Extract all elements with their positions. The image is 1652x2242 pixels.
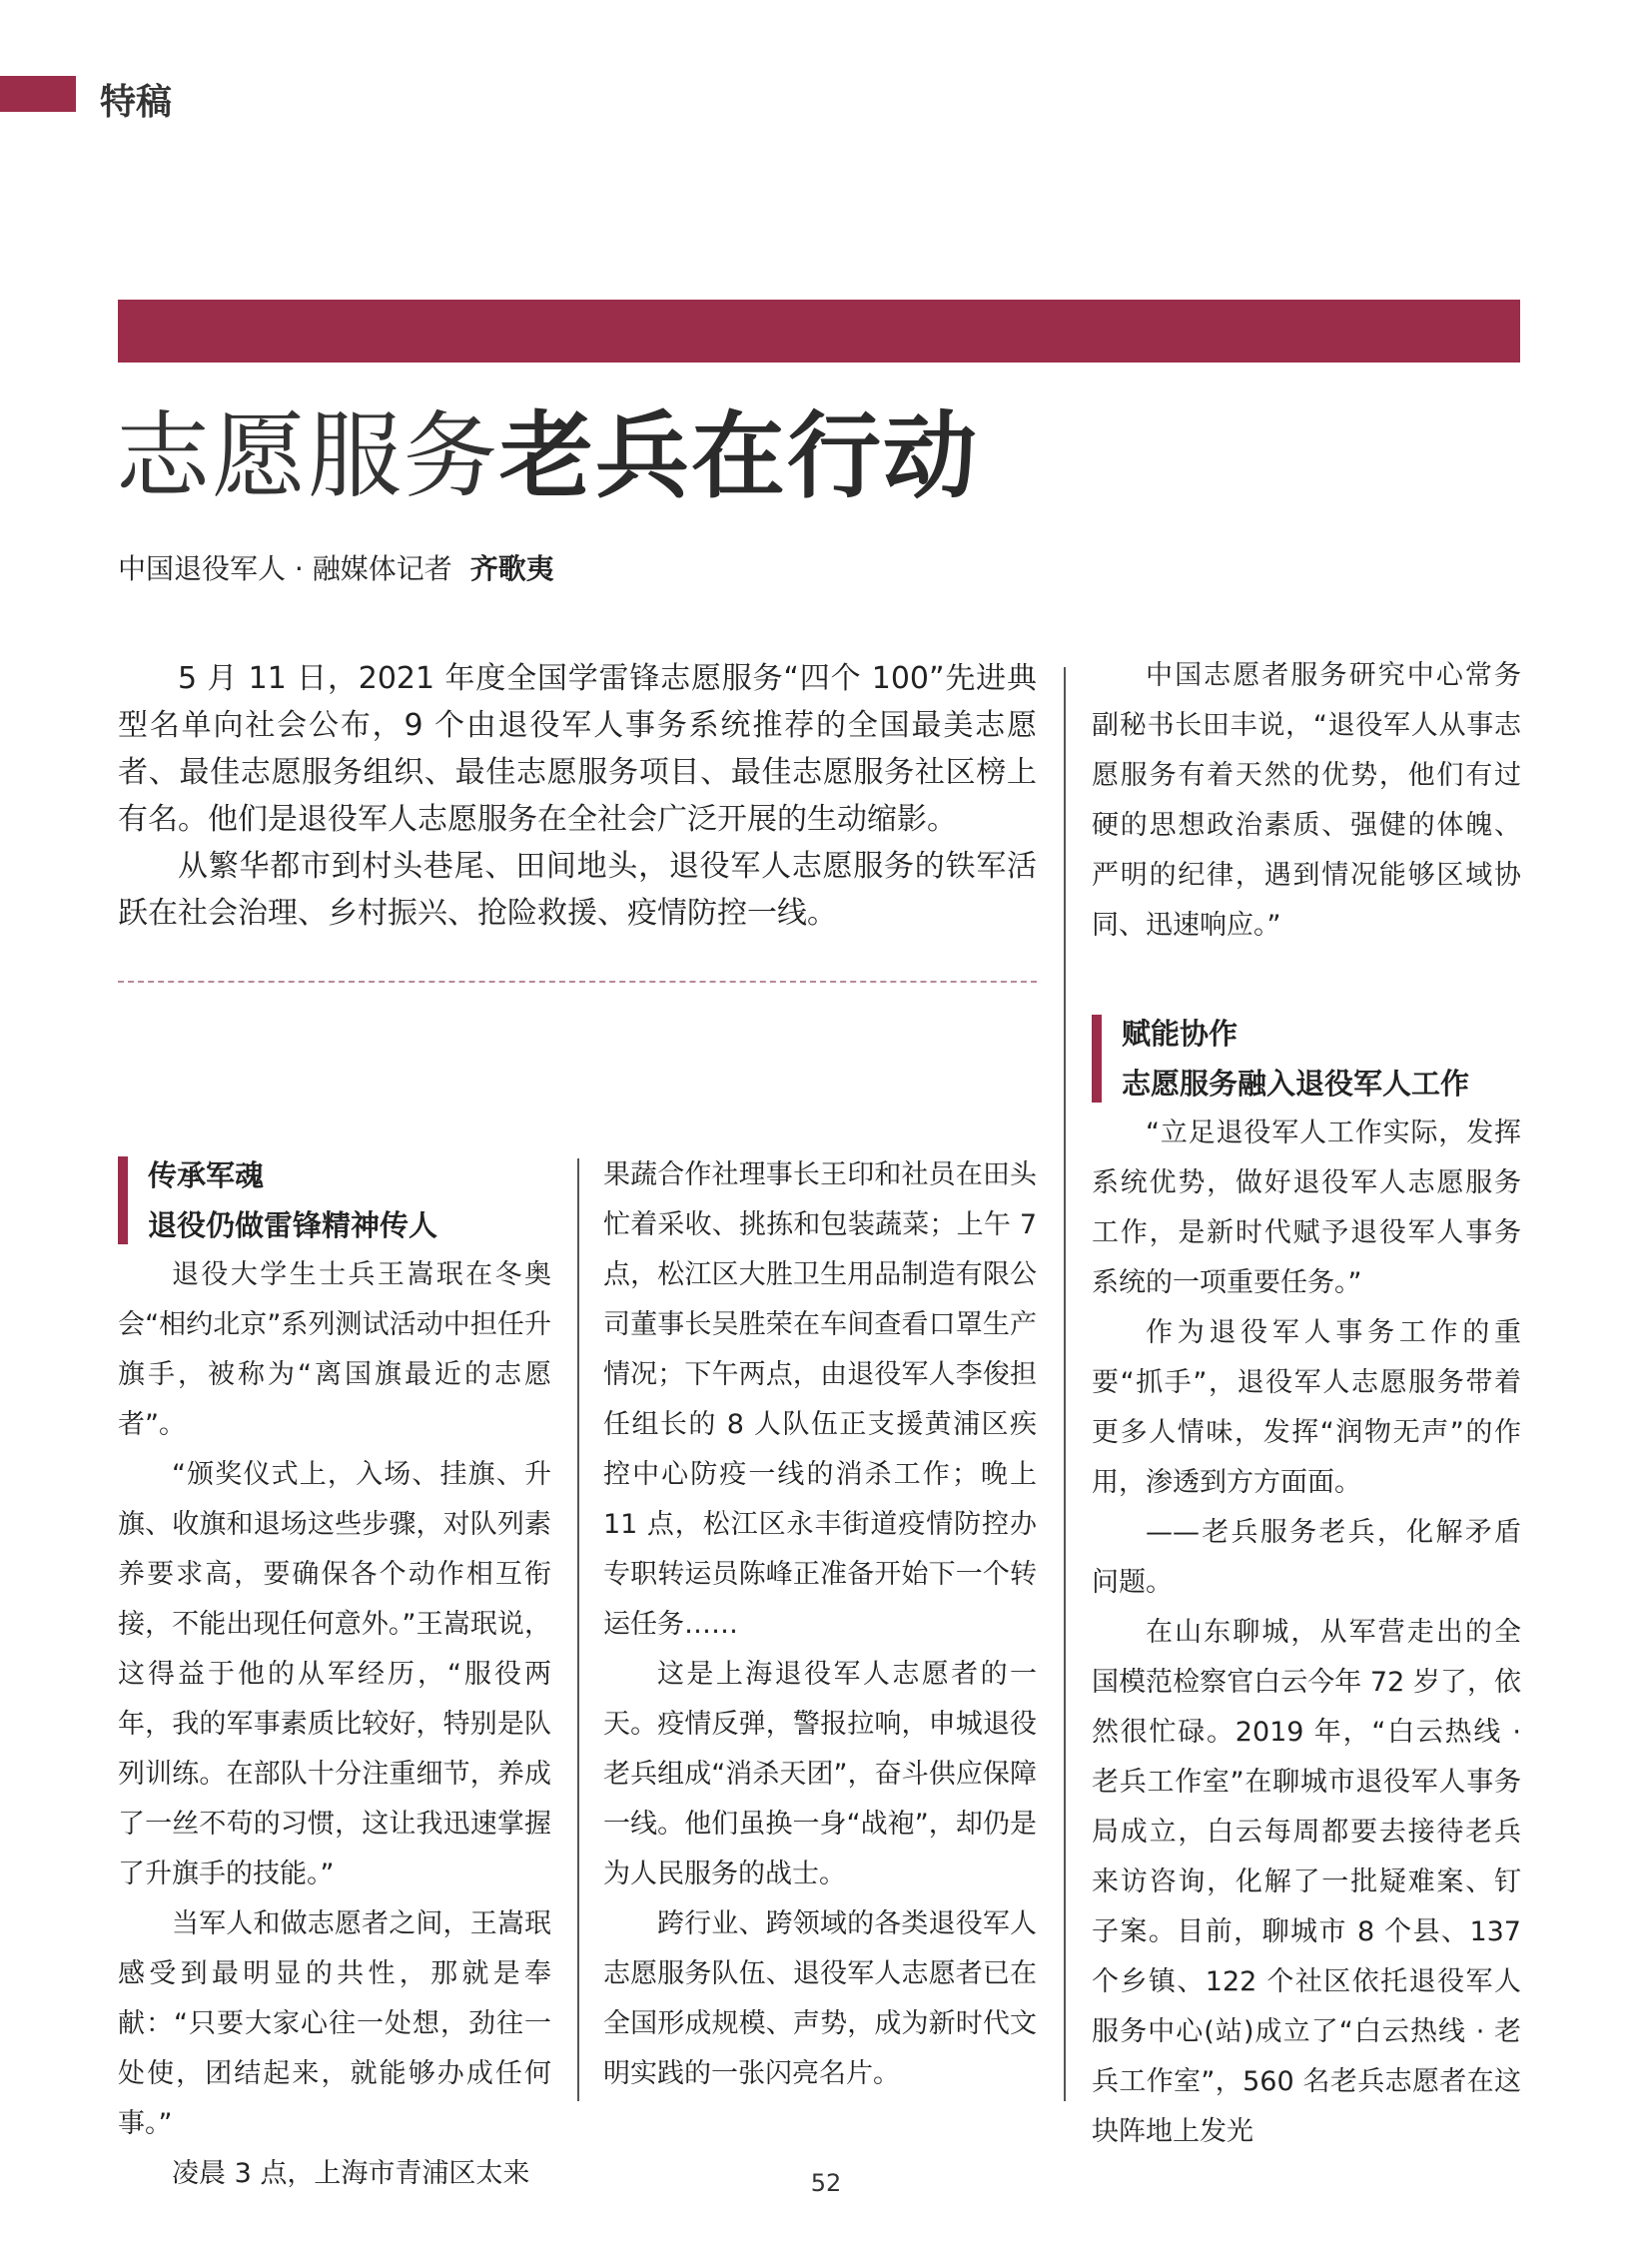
lead-paragraph: 从繁华都市到村头巷尾、田间地头，退役军人志愿服务的铁军活跃在社会治理、乡村振兴、抢险救援、疫情防控一线。 <box>118 849 1037 931</box>
title-light: 志愿服务 <box>116 402 500 511</box>
article-title <box>116 397 979 517</box>
lead-paragraph: 5 月 11 日，2021 年度全国学雷锋志愿服务“四个 100”先进典型名单向社会公布，9 个由退役军人事务系统推荐的全国最美志愿者、最佳志愿服务组织、最佳志愿服务项目、最佳志愿服务社区榜上有名。他们是退役军人志愿服务在全社会广泛开展的生动缩影。 <box>118 661 1037 837</box>
body-paragraph: 这是上海退役军人志愿者的一天。疫情反弹，警报拉响，申城退役老兵组成“消杀天团”，奋斗供应保障一线。他们虽换一身“战袍”，却仍是为人民服务的战士。 <box>603 1659 1037 1889</box>
section-heading <box>1092 1009 1521 1109</box>
section-heading-line1: 赋能协作 <box>1122 1017 1239 1051</box>
body-paragraph: 在山东聊城，从军营走出的全国模范检察官白云今年 72 岁了，依然很忙碌。2019 年，“白云热线 · 老兵工作室”在聊城市退役军人事务局成立，白云每周都要去接待老兵来访咨询，化解了一批疑难案、钉子案。目前，聊城市 8 个县、137 个乡镇、122 个社区依托退役军人服务中心(站)成立了“白云热线 · 老兵工作室”，560 名老兵志愿者在这块阵地上发光 <box>1092 1617 1521 2147</box>
column-rule-middle <box>577 1158 579 2101</box>
body-paragraph: 跨行业、跨领域的各类退役军人志愿服务队伍、退役军人志愿者已在全国形成规模、声势，成为新时代文明实践的一张闪亮名片。 <box>603 1908 1037 2089</box>
body-paragraph: 退役大学生士兵王嵩珉在冬奥会“相约北京”系列测试活动中担任升旗手，被称为“离国旗最近的志愿者”。 <box>118 1259 551 1440</box>
body-paragraph: ——老兵服务老兵，化解矛盾问题。 <box>1092 1517 1521 1598</box>
title-band <box>118 300 1520 363</box>
byline <box>118 547 554 587</box>
article-column-middle <box>603 1150 1037 2099</box>
section-heading-line2: 志愿服务融入退役军人工作 <box>1122 1067 1470 1101</box>
section-heading <box>118 1150 551 1250</box>
column-rule-right <box>1064 667 1066 2101</box>
body-paragraph: 果蔬合作社理事长王印和社员在田头忙着采收、挑拣和包装蔬菜；上午 7 点，松江区大胜卫生用品制造有限公司董事长吴胜荣在车间查看口罩生产情况；下午两点，由退役军人李俊担任组长的 8 人队伍正支援黄浦区疾控中心防疫一线的消杀工作；晚上 11 点，松江区永丰街道疫情防控办专职转运员陈峰正准备开始下一个转运任务…… <box>603 1159 1037 1640</box>
title-bold: 老兵在行动 <box>499 402 980 511</box>
section-heading-line2: 退役仍做雷锋精神传人 <box>148 1208 438 1242</box>
byline-org: 中国退役军人 · 融媒体记者 <box>118 552 452 585</box>
body-paragraph: 凌晨 3 点，上海市青浦区太来 <box>172 2158 530 2189</box>
dashed-divider <box>118 981 1037 983</box>
section-heading-line1: 传承军魂 <box>148 1158 265 1192</box>
body-paragraph: “立足退役军人工作实际，发挥系统优势，做好退役军人志愿服务工作，是新时代赋予退役军人事务系统的一项重要任务。” <box>1092 1118 1521 1298</box>
section-marker-bar <box>0 76 76 112</box>
quote-paragraph: 中国志愿者服务研究中心常务副秘书长田丰说，“退役军人从事志愿服务有着天然的优势，他们有过硬的思想政治素质、强健的体魄、严明的纪律，遇到情况能够区域协同、迅速响应。” <box>1092 660 1521 941</box>
body-paragraph: “颁奖仪式上，入场、挂旗、升旗、收旗和退场这些步骤，对队列素养要求高，要确保各个动作相互衔接，不能出现任何意外。”王嵩珉说，这得益于他的从军经历，“服役两年，我的军事素质比较好，特别是队列训练。在部队十分注重细节，养成了一丝不苟的习惯，这让我迅速掌握了升旗手的技能。” <box>118 1459 551 1889</box>
article-column-right <box>1092 651 1521 2157</box>
body-paragraph: 当军人和做志愿者之间，王嵩珉感受到最明显的共性，那就是奉献：“只要大家心往一处想，劲往一处使，团结起来，就能够办成任何事。” <box>118 1908 551 2139</box>
body-paragraph: 作为退役军人事务工作的重要“抓手”，退役军人志愿服务带着更多人情味，发挥“润物无声”的作用，渗透到方方面面。 <box>1092 1317 1521 1498</box>
byline-author: 齐歌夷 <box>469 552 554 585</box>
section-tag: 特稿 <box>100 82 173 123</box>
lead-text <box>118 655 1037 937</box>
page-number: 52 <box>810 2169 842 2197</box>
article-column-left <box>118 1150 551 2199</box>
